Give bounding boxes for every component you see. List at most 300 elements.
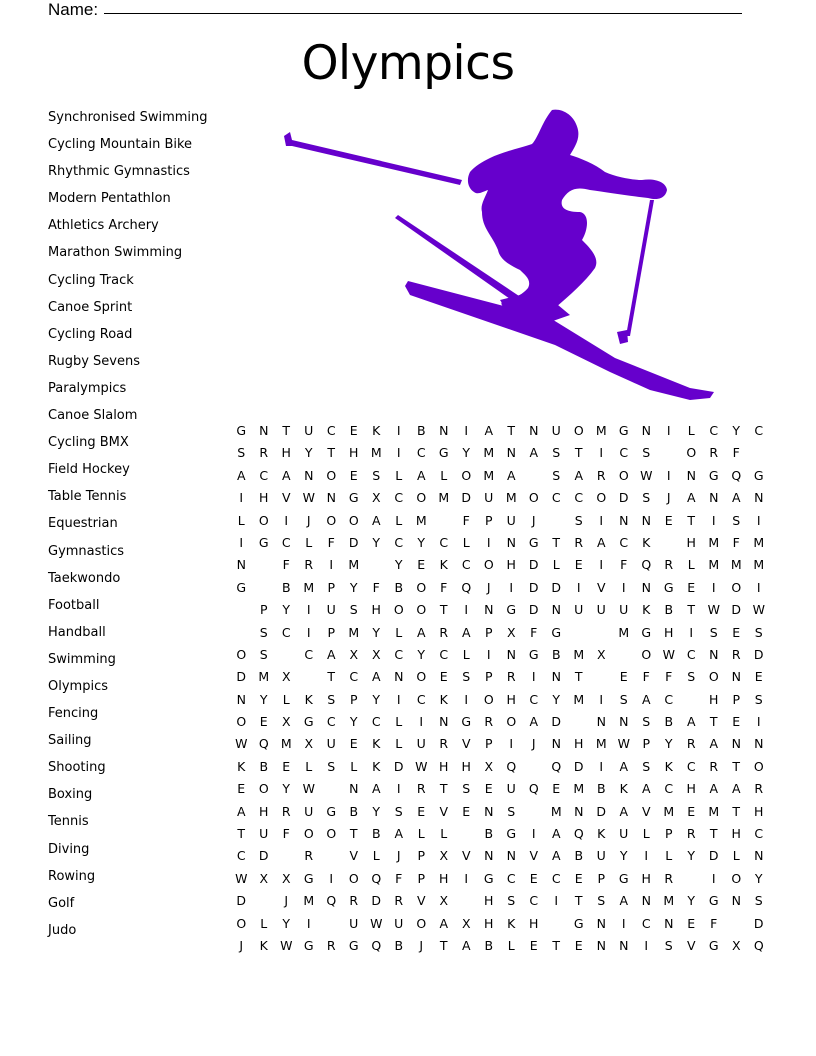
grid-cell[interactable]: D [461, 490, 472, 506]
grid-cell[interactable]: Y [732, 423, 741, 438]
grid-cell[interactable] [590, 622, 613, 644]
grid-cell[interactable]: I [396, 445, 401, 461]
grid-cell[interactable]: M [550, 803, 562, 819]
grid-cell[interactable]: C [326, 423, 336, 438]
grid-cell[interactable]: I [509, 736, 514, 752]
grid-cell[interactable]: A [236, 803, 246, 819]
grid-cell[interactable]: O [416, 579, 427, 595]
grid-cell[interactable]: N [236, 691, 246, 707]
grid-cell[interactable]: I [711, 512, 716, 528]
grid-cell[interactable]: L [462, 646, 470, 662]
grid-cell[interactable]: X [281, 714, 291, 730]
grid-cell[interactable] [658, 532, 681, 554]
grid-cell[interactable]: U [574, 602, 584, 618]
grid-cell[interactable]: O [393, 602, 404, 618]
grid-cell[interactable]: R [574, 534, 584, 550]
grid-cell[interactable]: N [529, 423, 539, 438]
grid-cell[interactable]: L [395, 512, 403, 528]
grid-cell[interactable]: N [484, 803, 494, 819]
grid-cell[interactable]: H [731, 826, 741, 842]
grid-cell[interactable]: C [416, 691, 426, 707]
grid-cell[interactable]: N [709, 646, 719, 662]
grid-cell[interactable]: V [349, 848, 359, 864]
grid-cell[interactable]: P [484, 624, 493, 640]
grid-cell[interactable]: A [709, 736, 719, 752]
grid-cell[interactable]: I [396, 781, 401, 797]
grid-cell[interactable]: M [573, 781, 585, 797]
grid-cell[interactable]: S [574, 512, 583, 528]
grid-cell[interactable]: S [259, 646, 268, 662]
grid-cell[interactable]: M [753, 557, 765, 573]
grid-cell[interactable]: L [440, 467, 448, 483]
grid-cell[interactable]: Q [551, 758, 562, 774]
grid-cell[interactable]: W [640, 467, 653, 483]
grid-cell[interactable]: N [686, 467, 696, 483]
grid-cell[interactable]: D [371, 893, 382, 909]
grid-cell[interactable]: W [370, 915, 383, 931]
grid-cell[interactable]: L [395, 714, 403, 730]
grid-cell[interactable]: C [281, 534, 291, 550]
grid-cell[interactable]: S [664, 937, 673, 953]
grid-cell[interactable]: I [599, 691, 604, 707]
grid-cell[interactable]: I [576, 579, 581, 595]
grid-cell[interactable]: O [641, 646, 652, 662]
grid-cell[interactable]: W [707, 602, 720, 618]
grid-cell[interactable]: M [663, 893, 675, 909]
grid-cell[interactable]: N [754, 490, 764, 506]
grid-cell[interactable]: A [641, 691, 651, 707]
grid-cell[interactable]: O [416, 490, 427, 506]
grid-cell[interactable]: X [349, 646, 359, 662]
grid-cell[interactable]: I [756, 512, 761, 528]
grid-cell[interactable]: V [461, 736, 471, 752]
grid-cell[interactable]: C [236, 848, 246, 864]
grid-cell[interactable]: L [552, 557, 560, 573]
grid-cell[interactable]: C [326, 714, 336, 730]
grid-cell[interactable]: T [439, 937, 448, 953]
grid-cell[interactable]: I [621, 915, 626, 931]
grid-cell[interactable]: C [664, 781, 674, 797]
grid-cell[interactable]: K [439, 691, 448, 707]
grid-cell[interactable]: M [348, 624, 360, 640]
grid-cell[interactable]: A [461, 937, 471, 953]
grid-cell[interactable]: K [372, 423, 381, 438]
grid-cell[interactable]: F [462, 512, 470, 528]
grid-cell[interactable]: C [304, 646, 314, 662]
grid-cell[interactable]: X [371, 646, 381, 662]
grid-cell[interactable]: E [687, 803, 696, 819]
grid-cell[interactable]: N [304, 467, 314, 483]
grid-cell[interactable]: Y [664, 736, 673, 752]
grid-cell[interactable]: S [642, 490, 651, 506]
grid-cell[interactable]: T [349, 826, 358, 842]
grid-cell[interactable]: T [552, 937, 561, 953]
grid-cell[interactable]: I [599, 445, 604, 461]
grid-cell[interactable]: I [509, 579, 514, 595]
grid-cell[interactable]: T [709, 714, 718, 730]
grid-cell[interactable]: E [417, 803, 426, 819]
grid-cell[interactable]: N [664, 915, 674, 931]
grid-cell[interactable]: K [642, 534, 651, 550]
grid-cell[interactable] [748, 442, 771, 464]
grid-cell[interactable] [613, 644, 636, 666]
grid-cell[interactable]: V [416, 893, 426, 909]
grid-cell[interactable]: G [303, 714, 314, 730]
grid-cell[interactable]: R [596, 467, 606, 483]
grid-cell[interactable]: A [619, 803, 629, 819]
grid-cell[interactable]: I [599, 758, 604, 774]
grid-cell[interactable]: Y [282, 781, 291, 797]
grid-cell[interactable]: K [439, 557, 448, 573]
grid-cell[interactable]: C [416, 445, 426, 461]
grid-cell[interactable]: V [439, 803, 449, 819]
grid-cell[interactable]: C [709, 423, 719, 438]
grid-cell[interactable]: I [666, 423, 671, 438]
grid-cell[interactable]: Q [371, 870, 382, 886]
grid-cell[interactable]: M [708, 534, 720, 550]
grid-cell[interactable]: M [663, 803, 675, 819]
grid-cell[interactable]: N [551, 736, 561, 752]
grid-cell[interactable]: G [348, 490, 359, 506]
grid-cell[interactable]: Y [754, 870, 763, 886]
grid-cell[interactable] [275, 845, 298, 867]
grid-cell[interactable]: C [754, 423, 764, 438]
grid-cell[interactable]: W [302, 781, 315, 797]
grid-cell[interactable]: S [732, 512, 741, 528]
grid-cell[interactable]: U [596, 602, 606, 618]
grid-cell[interactable]: C [664, 691, 674, 707]
grid-cell[interactable]: R [349, 893, 359, 909]
grid-cell[interactable]: P [664, 826, 673, 842]
grid-cell[interactable]: S [619, 691, 628, 707]
grid-cell[interactable]: I [711, 870, 716, 886]
grid-cell[interactable] [230, 622, 253, 644]
grid-cell[interactable]: T [282, 423, 291, 438]
grid-cell[interactable]: N [574, 803, 584, 819]
name-underline[interactable] [104, 13, 742, 14]
grid-cell[interactable]: C [551, 870, 561, 886]
grid-cell[interactable]: K [664, 758, 673, 774]
grid-cell[interactable]: X [439, 848, 449, 864]
grid-cell[interactable] [658, 442, 681, 464]
grid-cell[interactable]: F [395, 870, 403, 886]
grid-cell[interactable]: P [484, 669, 493, 685]
grid-cell[interactable]: A [686, 714, 696, 730]
grid-cell[interactable]: G [663, 579, 674, 595]
grid-cell[interactable]: H [529, 915, 539, 931]
grid-cell[interactable]: E [754, 669, 763, 685]
grid-cell[interactable]: D [236, 669, 247, 685]
grid-cell[interactable]: Y [417, 534, 426, 550]
grid-cell[interactable]: I [486, 646, 491, 662]
grid-cell[interactable]: F [327, 534, 335, 550]
grid-cell[interactable]: Y [552, 691, 561, 707]
grid-cell[interactable]: W [235, 870, 248, 886]
grid-cell[interactable]: N [506, 848, 516, 864]
grid-cell[interactable]: L [395, 467, 403, 483]
grid-cell[interactable]: A [596, 534, 606, 550]
grid-cell[interactable]: I [239, 534, 244, 550]
grid-cell[interactable]: C [641, 915, 651, 931]
grid-cell[interactable]: C [686, 758, 696, 774]
grid-cell[interactable]: A [236, 467, 246, 483]
grid-cell[interactable]: C [371, 714, 381, 730]
grid-cell[interactable]: T [574, 445, 583, 461]
grid-cell[interactable]: S [259, 624, 268, 640]
grid-cell[interactable]: H [439, 758, 449, 774]
grid-cell[interactable]: G [618, 870, 629, 886]
grid-cell[interactable]: A [281, 467, 291, 483]
grid-cell[interactable]: G [708, 467, 719, 483]
grid-cell[interactable]: O [236, 646, 247, 662]
grid-cell[interactable]: P [327, 579, 336, 595]
grid-cell[interactable]: D [528, 579, 539, 595]
grid-cell[interactable]: Y [687, 893, 696, 909]
grid-cell[interactable]: O [506, 714, 517, 730]
grid-cell[interactable]: N [551, 602, 561, 618]
grid-cell[interactable]: Y [394, 557, 403, 573]
grid-cell[interactable]: Y [462, 445, 471, 461]
grid-cell[interactable]: I [621, 579, 626, 595]
grid-cell[interactable]: E [529, 937, 538, 953]
grid-cell[interactable]: T [327, 445, 336, 461]
grid-cell[interactable]: X [281, 870, 291, 886]
grid-cell[interactable]: B [349, 803, 359, 819]
grid-cell[interactable]: M [415, 512, 427, 528]
grid-cell[interactable]: U [304, 803, 314, 819]
grid-cell[interactable]: M [595, 736, 607, 752]
grid-cell[interactable]: G [551, 624, 562, 640]
grid-cell[interactable]: M [303, 579, 315, 595]
grid-cell[interactable]: R [754, 781, 764, 797]
grid-cell[interactable]: O [326, 467, 337, 483]
grid-cell[interactable]: J [306, 512, 311, 528]
grid-cell[interactable]: S [642, 714, 651, 730]
grid-cell[interactable]: K [597, 826, 606, 842]
grid-cell[interactable]: L [237, 512, 245, 528]
grid-cell[interactable]: Y [417, 646, 426, 662]
grid-cell[interactable]: O [596, 490, 607, 506]
grid-cell[interactable] [680, 689, 703, 711]
grid-cell[interactable]: D [551, 579, 562, 595]
grid-cell[interactable]: S [754, 691, 763, 707]
grid-cell[interactable]: H [506, 691, 516, 707]
grid-cell[interactable]: Q [461, 579, 472, 595]
grid-cell[interactable]: P [484, 736, 493, 752]
grid-cell[interactable]: S [462, 669, 471, 685]
grid-cell[interactable]: S [327, 758, 336, 774]
grid-cell[interactable]: Y [372, 624, 381, 640]
grid-cell[interactable]: U [259, 826, 269, 842]
grid-cell[interactable]: B [596, 781, 606, 797]
grid-cell[interactable]: U [394, 915, 404, 931]
grid-cell[interactable]: D [236, 893, 247, 909]
grid-cell[interactable]: K [237, 758, 246, 774]
grid-cell[interactable]: U [596, 848, 606, 864]
grid-cell[interactable]: A [371, 512, 381, 528]
grid-cell[interactable]: W [415, 758, 428, 774]
grid-cell[interactable]: S [237, 445, 246, 461]
grid-cell[interactable] [253, 577, 276, 599]
grid-cell[interactable] [455, 890, 478, 912]
grid-cell[interactable]: M [370, 445, 382, 461]
grid-cell[interactable]: Y [349, 714, 358, 730]
grid-cell[interactable]: K [304, 691, 313, 707]
grid-cell[interactable]: L [507, 937, 515, 953]
grid-cell[interactable]: V [529, 848, 539, 864]
grid-cell[interactable]: G [618, 423, 629, 438]
grid-cell[interactable]: N [596, 714, 606, 730]
grid-cell[interactable]: L [440, 826, 448, 842]
grid-cell[interactable]: I [306, 624, 311, 640]
grid-cell[interactable]: R [484, 714, 494, 730]
grid-cell[interactable]: I [689, 624, 694, 640]
grid-cell[interactable]: N [619, 714, 629, 730]
grid-cell[interactable]: N [506, 445, 516, 461]
grid-cell[interactable]: O [236, 714, 247, 730]
grid-cell[interactable]: R [439, 736, 449, 752]
grid-cell[interactable]: R [506, 669, 516, 685]
grid-cell[interactable]: M [483, 467, 495, 483]
grid-cell[interactable]: C [439, 646, 449, 662]
grid-cell[interactable]: Q [641, 557, 652, 573]
grid-cell[interactable]: G [483, 870, 494, 886]
grid-cell[interactable]: A [371, 669, 381, 685]
grid-cell[interactable]: U [619, 826, 629, 842]
grid-cell[interactable]: Q [528, 781, 539, 797]
grid-cell[interactable]: N [551, 669, 561, 685]
grid-cell[interactable]: R [664, 557, 674, 573]
grid-cell[interactable]: N [259, 423, 269, 438]
grid-cell[interactable]: G [303, 870, 314, 886]
grid-cell[interactable]: T [507, 423, 516, 438]
grid-cell[interactable]: I [464, 870, 469, 886]
grid-cell[interactable]: H [484, 915, 494, 931]
grid-cell[interactable]: D [596, 803, 607, 819]
grid-cell[interactable]: C [439, 534, 449, 550]
grid-cell[interactable]: H [506, 557, 516, 573]
grid-cell[interactable]: C [551, 490, 561, 506]
grid-cell[interactable]: A [326, 646, 336, 662]
grid-cell[interactable]: G [573, 915, 584, 931]
grid-cell[interactable]: I [486, 534, 491, 550]
grid-cell[interactable] [568, 622, 591, 644]
grid-cell[interactable]: N [641, 579, 651, 595]
grid-cell[interactable]: H [259, 490, 269, 506]
grid-cell[interactable]: S [507, 803, 516, 819]
grid-cell[interactable]: C [619, 445, 629, 461]
grid-cell[interactable]: O [416, 915, 427, 931]
grid-cell[interactable]: B [664, 602, 674, 618]
grid-cell[interactable]: I [666, 467, 671, 483]
grid-cell[interactable]: F [372, 579, 380, 595]
grid-cell[interactable]: H [371, 602, 381, 618]
grid-cell[interactable]: Y [372, 803, 381, 819]
grid-cell[interactable]: U [551, 423, 561, 438]
grid-cell[interactable]: Y [619, 848, 628, 864]
grid-cell[interactable]: G [506, 602, 517, 618]
grid-cell[interactable]: S [709, 624, 718, 640]
grid-cell[interactable]: E [552, 781, 561, 797]
grid-cell[interactable]: R [709, 758, 719, 774]
grid-cell[interactable]: V [461, 848, 471, 864]
grid-cell[interactable]: P [417, 870, 426, 886]
grid-cell[interactable]: U [506, 512, 516, 528]
grid-cell[interactable] [320, 845, 343, 867]
grid-cell[interactable] [725, 913, 748, 935]
grid-cell[interactable]: H [709, 691, 719, 707]
grid-cell[interactable]: N [394, 669, 404, 685]
grid-cell[interactable]: S [754, 624, 763, 640]
grid-cell[interactable]: I [756, 579, 761, 595]
grid-cell[interactable]: I [644, 937, 649, 953]
grid-cell[interactable]: P [417, 848, 426, 864]
grid-cell[interactable]: S [597, 893, 606, 909]
grid-cell[interactable]: B [574, 848, 584, 864]
grid-cell[interactable]: J [419, 937, 424, 953]
grid-cell[interactable] [230, 599, 253, 621]
grid-cell[interactable]: M [438, 490, 450, 506]
grid-cell[interactable]: F [282, 557, 290, 573]
grid-cell[interactable]: C [529, 893, 539, 909]
grid-cell[interactable]: I [419, 714, 424, 730]
grid-cell[interactable]: W [302, 490, 315, 506]
grid-cell[interactable]: D [348, 534, 359, 550]
grid-cell[interactable]: P [642, 736, 651, 752]
grid-cell[interactable]: H [664, 624, 674, 640]
grid-cell[interactable]: V [641, 803, 651, 819]
grid-cell[interactable]: O [528, 490, 539, 506]
grid-cell[interactable]: E [574, 937, 583, 953]
grid-cell[interactable]: J [666, 490, 671, 506]
grid-cell[interactable]: C [394, 534, 404, 550]
grid-cell[interactable]: O [483, 691, 494, 707]
grid-cell[interactable]: I [554, 893, 559, 909]
grid-cell[interactable]: U [416, 736, 426, 752]
grid-cell[interactable]: R [439, 624, 449, 640]
grid-cell[interactable]: Y [372, 534, 381, 550]
grid-cell[interactable]: R [416, 781, 426, 797]
grid-cell[interactable]: O [753, 758, 764, 774]
grid-cell[interactable]: O [618, 467, 629, 483]
grid-cell[interactable]: A [731, 781, 741, 797]
grid-cell[interactable]: N [484, 848, 494, 864]
grid-cell[interactable]: A [506, 467, 516, 483]
grid-cell[interactable]: R [304, 848, 314, 864]
grid-cell[interactable] [455, 823, 478, 845]
grid-cell[interactable]: N [754, 848, 764, 864]
grid-cell[interactable]: C [394, 646, 404, 662]
grid-cell[interactable]: A [551, 826, 561, 842]
grid-cell[interactable]: A [686, 490, 696, 506]
grid-cell[interactable]: S [642, 758, 651, 774]
grid-cell[interactable]: Q [573, 826, 584, 842]
grid-cell[interactable]: G [708, 937, 719, 953]
grid-cell[interactable]: E [574, 870, 583, 886]
grid-cell[interactable]: O [326, 512, 337, 528]
grid-cell[interactable]: T [552, 534, 561, 550]
grid-cell[interactable]: P [349, 691, 358, 707]
grid-cell[interactable]: B [281, 579, 291, 595]
grid-cell[interactable]: G [236, 579, 247, 595]
grid-cell[interactable]: G [326, 803, 337, 819]
grid-cell[interactable]: D [708, 848, 719, 864]
grid-cell[interactable]: O [416, 602, 427, 618]
grid-cell[interactable]: E [417, 557, 426, 573]
grid-cell[interactable]: S [642, 445, 651, 461]
grid-cell[interactable]: L [395, 624, 403, 640]
grid-cell[interactable]: D [551, 714, 562, 730]
